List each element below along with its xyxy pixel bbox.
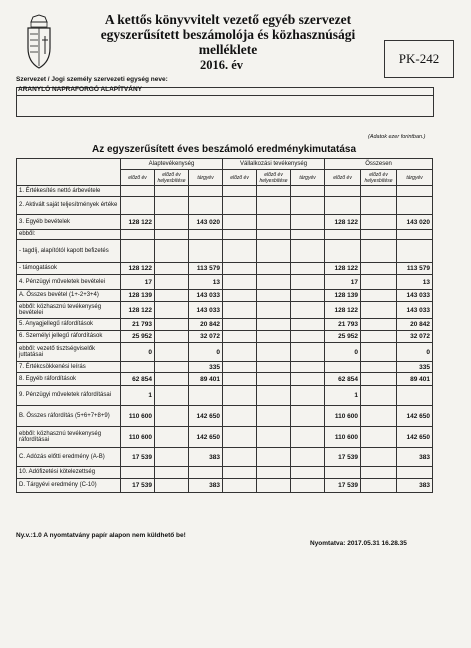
value-cell — [291, 479, 325, 493]
value-cell — [189, 230, 223, 240]
value-cell: 143 020 — [397, 215, 433, 230]
row-label: 10. Adófizetési kötelezettség — [17, 467, 121, 479]
value-cell — [155, 319, 189, 331]
value-cell — [189, 240, 223, 263]
value-cell: 17 539 — [325, 448, 361, 467]
value-cell — [257, 319, 291, 331]
value-cell — [257, 331, 291, 343]
form-code: PK-242 — [384, 40, 454, 78]
value-cell — [189, 386, 223, 406]
value-cell — [361, 467, 397, 479]
value-cell — [223, 427, 257, 448]
value-cell — [121, 240, 155, 263]
value-cell — [361, 263, 397, 275]
subheader-prev: előző év — [325, 170, 361, 186]
value-cell: 20 842 — [189, 319, 223, 331]
value-cell — [223, 362, 257, 373]
value-cell — [223, 406, 257, 427]
value-cell — [155, 343, 189, 362]
value-cell — [155, 448, 189, 467]
value-cell: 0 — [121, 343, 155, 362]
value-cell — [361, 427, 397, 448]
value-cell — [223, 467, 257, 479]
value-cell — [361, 230, 397, 240]
value-cell — [223, 290, 257, 302]
subheader-current: tárgyév — [189, 170, 223, 186]
label-header — [17, 159, 121, 186]
value-cell: 143 033 — [189, 302, 223, 319]
organization-label: Szervezet / Jogi személy szervezeti egység neve: — [16, 76, 168, 83]
row-label: 7. Értékcsökkenési leírás — [17, 362, 121, 373]
footer-note: Ny.v.:1.0 A nyomtatvány papír alapon nem küldhető be! — [16, 532, 186, 539]
value-cell: 25 952 — [325, 331, 361, 343]
value-cell — [189, 197, 223, 215]
value-cell: 110 600 — [325, 406, 361, 427]
table-row — [17, 263, 433, 275]
group-header-business: Vállalkozási tevékenység — [223, 159, 325, 170]
value-cell — [121, 362, 155, 373]
value-cell: 142 650 — [397, 427, 433, 448]
value-cell — [257, 240, 291, 263]
row-label: ebből: — [17, 230, 121, 240]
value-cell — [291, 319, 325, 331]
value-cell — [257, 230, 291, 240]
value-cell: 128 139 — [121, 290, 155, 302]
value-cell — [257, 290, 291, 302]
value-cell — [155, 240, 189, 263]
table-row — [17, 373, 433, 386]
value-cell — [121, 197, 155, 215]
value-cell — [361, 302, 397, 319]
coat-of-arms-icon — [22, 14, 56, 70]
value-cell — [257, 373, 291, 386]
value-cell: 383 — [397, 448, 433, 467]
value-cell — [223, 448, 257, 467]
value-cell — [291, 406, 325, 427]
value-cell — [121, 186, 155, 197]
group-header-total: Összesen — [325, 159, 433, 170]
row-label: 1. Értékesítés nettó árbevétele — [17, 186, 121, 197]
income-statement-table — [16, 158, 433, 493]
subheader-correction: előző év helyesbítése — [257, 170, 291, 186]
value-cell: 335 — [397, 362, 433, 373]
value-cell: 110 600 — [121, 427, 155, 448]
value-cell — [155, 302, 189, 319]
value-cell — [257, 479, 291, 493]
value-cell: 128 122 — [325, 302, 361, 319]
table-row — [17, 362, 433, 373]
table-row — [17, 186, 433, 197]
value-cell: 383 — [189, 448, 223, 467]
value-cell: 128 122 — [121, 302, 155, 319]
row-label: 9. Pénzügyi műveletek ráfordításai — [17, 386, 121, 406]
value-cell — [291, 290, 325, 302]
value-cell: 13 — [189, 275, 223, 290]
value-cell — [291, 197, 325, 215]
table-body — [17, 186, 433, 493]
value-cell — [257, 406, 291, 427]
value-cell — [291, 263, 325, 275]
value-cell — [189, 467, 223, 479]
table-row — [17, 240, 433, 263]
row-label: A. Összes bevétel (1+-2+3+4) — [17, 290, 121, 302]
value-cell — [325, 467, 361, 479]
value-cell — [361, 215, 397, 230]
value-cell — [361, 275, 397, 290]
value-cell: 143 020 — [189, 215, 223, 230]
value-cell — [361, 362, 397, 373]
table-row — [17, 427, 433, 448]
value-cell — [257, 427, 291, 448]
value-cell — [361, 197, 397, 215]
value-cell — [325, 230, 361, 240]
value-cell — [291, 427, 325, 448]
value-cell — [189, 186, 223, 197]
value-cell — [291, 343, 325, 362]
value-cell: 17 539 — [325, 479, 361, 493]
subheader-prev: előző év — [223, 170, 257, 186]
table-row — [17, 215, 433, 230]
value-cell — [223, 197, 257, 215]
value-cell — [257, 263, 291, 275]
value-cell — [257, 362, 291, 373]
value-cell — [397, 230, 433, 240]
value-cell: 113 579 — [189, 263, 223, 275]
value-cell — [223, 230, 257, 240]
value-cell — [291, 331, 325, 343]
value-cell: 21 793 — [121, 319, 155, 331]
table-title: Az egyszerűsített éves beszámoló eredménykimutatása — [92, 144, 356, 155]
value-cell: 143 033 — [397, 302, 433, 319]
value-cell: 89 401 — [397, 373, 433, 386]
value-cell — [257, 386, 291, 406]
value-cell — [155, 186, 189, 197]
table-row — [17, 386, 433, 406]
value-cell: 32 072 — [397, 331, 433, 343]
value-cell: 128 122 — [325, 215, 361, 230]
value-cell — [223, 373, 257, 386]
value-cell — [361, 373, 397, 386]
value-cell — [155, 406, 189, 427]
value-cell — [155, 290, 189, 302]
value-cell — [361, 331, 397, 343]
value-cell: 0 — [189, 343, 223, 362]
subheader-correction: előző év helyesbítése — [361, 170, 397, 186]
row-label: - tagdíj, alapítótól kapott befizetés — [17, 240, 121, 263]
value-cell — [257, 448, 291, 467]
value-cell — [325, 186, 361, 197]
value-cell — [223, 331, 257, 343]
value-cell: 13 — [397, 275, 433, 290]
value-cell — [325, 362, 361, 373]
document-title — [72, 12, 384, 57]
value-cell — [361, 186, 397, 197]
value-cell: 128 122 — [325, 263, 361, 275]
value-cell — [397, 240, 433, 263]
value-cell — [257, 467, 291, 479]
value-cell — [291, 362, 325, 373]
value-cell — [291, 373, 325, 386]
subheader-current: tárgyév — [291, 170, 325, 186]
row-label: - támogatások — [17, 263, 121, 275]
value-cell — [291, 186, 325, 197]
value-cell — [291, 448, 325, 467]
value-cell — [223, 302, 257, 319]
value-cell: 17 539 — [121, 448, 155, 467]
value-cell: 113 579 — [397, 263, 433, 275]
value-cell — [155, 263, 189, 275]
value-cell — [361, 406, 397, 427]
value-cell: 32 072 — [189, 331, 223, 343]
table-row — [17, 197, 433, 215]
value-cell — [223, 275, 257, 290]
value-cell: 62 854 — [325, 373, 361, 386]
value-cell — [361, 479, 397, 493]
organization-extra-box — [16, 95, 434, 117]
value-cell — [257, 186, 291, 197]
row-label: 4. Pénzügyi műveletek bevételei — [17, 275, 121, 290]
table-row — [17, 406, 433, 427]
value-cell — [397, 467, 433, 479]
value-cell — [155, 215, 189, 230]
title-line-2: egyszerűsített beszámolója és közhasznúsági melléklete — [100, 27, 356, 57]
value-cell — [361, 290, 397, 302]
value-cell: 20 842 — [397, 319, 433, 331]
value-cell — [155, 197, 189, 215]
value-cell — [223, 240, 257, 263]
organization-name: ARANYLÓ NAPRAFORGÓ ALAPÍTVÁNY — [18, 86, 142, 93]
value-cell: 17 — [121, 275, 155, 290]
row-label: ebből: vezető tisztségviselők juttatásai — [17, 343, 121, 362]
value-cell — [155, 275, 189, 290]
value-cell: 0 — [397, 343, 433, 362]
value-cell: 142 650 — [397, 406, 433, 427]
table-row — [17, 331, 433, 343]
row-label: D. Tárgyévi eredmény (C-10) — [17, 479, 121, 493]
value-cell: 128 139 — [325, 290, 361, 302]
value-cell — [223, 186, 257, 197]
value-cell — [291, 215, 325, 230]
value-cell: 143 033 — [397, 290, 433, 302]
value-cell — [121, 467, 155, 479]
table-row — [17, 275, 433, 290]
value-cell — [361, 240, 397, 263]
value-cell — [121, 230, 155, 240]
value-cell — [155, 373, 189, 386]
value-cell — [291, 230, 325, 240]
value-cell — [155, 331, 189, 343]
table-row — [17, 290, 433, 302]
value-cell: 128 122 — [121, 215, 155, 230]
value-cell: 21 793 — [325, 319, 361, 331]
row-label: 2. Aktivált saját teljesítmények értéke — [17, 197, 121, 215]
value-cell: 62 854 — [121, 373, 155, 386]
table-row — [17, 343, 433, 362]
value-cell — [291, 240, 325, 263]
row-label: B. Összes ráfordítás (5+6+7+8+9) — [17, 406, 121, 427]
table-row — [17, 467, 433, 479]
value-cell — [361, 343, 397, 362]
value-cell — [397, 186, 433, 197]
value-cell — [155, 467, 189, 479]
value-cell: 142 650 — [189, 427, 223, 448]
value-cell — [361, 448, 397, 467]
value-cell — [291, 467, 325, 479]
row-label: ebből: közhasznú tevékenység bevételei — [17, 302, 121, 319]
value-cell — [257, 302, 291, 319]
value-cell — [291, 275, 325, 290]
value-cell — [325, 240, 361, 263]
value-cell: 1 — [325, 386, 361, 406]
value-cell — [155, 230, 189, 240]
print-timestamp: Nyomtatva: 2017.05.31 16.28.35 — [310, 540, 407, 547]
value-cell — [257, 215, 291, 230]
value-cell — [397, 386, 433, 406]
value-cell — [155, 386, 189, 406]
value-cell: 142 650 — [189, 406, 223, 427]
table-row — [17, 302, 433, 319]
table-row — [17, 319, 433, 331]
value-cell: 383 — [189, 479, 223, 493]
value-cell — [257, 343, 291, 362]
value-cell: 143 033 — [189, 290, 223, 302]
subheader-current: tárgyév — [397, 170, 433, 186]
value-cell — [291, 302, 325, 319]
row-label: 8. Egyéb ráfordítások — [17, 373, 121, 386]
row-label: C. Adózás előtti eredmény (A-B) — [17, 448, 121, 467]
table-row — [17, 448, 433, 467]
value-cell — [223, 215, 257, 230]
value-cell: 17 — [325, 275, 361, 290]
row-label: 6. Személyi jellegű ráfordítások — [17, 331, 121, 343]
value-cell: 110 600 — [325, 427, 361, 448]
value-cell — [325, 197, 361, 215]
row-label: 5. Anyagjellegű ráfordítások — [17, 319, 121, 331]
value-cell: 17 539 — [121, 479, 155, 493]
value-cell — [223, 479, 257, 493]
table-row — [17, 479, 433, 493]
value-cell — [361, 319, 397, 331]
group-header-basic: Alaptevékenység — [121, 159, 223, 170]
value-cell: 110 600 — [121, 406, 155, 427]
value-cell — [291, 386, 325, 406]
row-label: 3. Egyéb bevételek — [17, 215, 121, 230]
value-cell — [223, 263, 257, 275]
value-cell — [361, 386, 397, 406]
value-cell — [397, 197, 433, 215]
value-cell: 89 401 — [189, 373, 223, 386]
report-year: 2016. év — [200, 58, 244, 72]
value-cell — [223, 343, 257, 362]
value-cell — [155, 427, 189, 448]
value-cell — [257, 197, 291, 215]
value-cell — [155, 479, 189, 493]
value-cell: 335 — [189, 362, 223, 373]
value-cell: 383 — [397, 479, 433, 493]
subheader-correction: előző év helyesbítése — [155, 170, 189, 186]
value-cell — [223, 319, 257, 331]
value-cell: 0 — [325, 343, 361, 362]
value-cell — [223, 386, 257, 406]
value-cell — [257, 275, 291, 290]
value-cell — [155, 362, 189, 373]
value-cell: 128 122 — [121, 263, 155, 275]
table-row — [17, 230, 433, 240]
value-cell: 25 952 — [121, 331, 155, 343]
title-line-1: A kettős könyvvitelt vezető egyéb szervezet — [104, 12, 352, 27]
subheader-prev: előző év — [121, 170, 155, 186]
value-cell: 1 — [121, 386, 155, 406]
row-label: ebből: közhasznú tevékenység ráfordításai — [17, 427, 121, 448]
units-note: (Adatok ezer forintban.) — [368, 134, 426, 140]
